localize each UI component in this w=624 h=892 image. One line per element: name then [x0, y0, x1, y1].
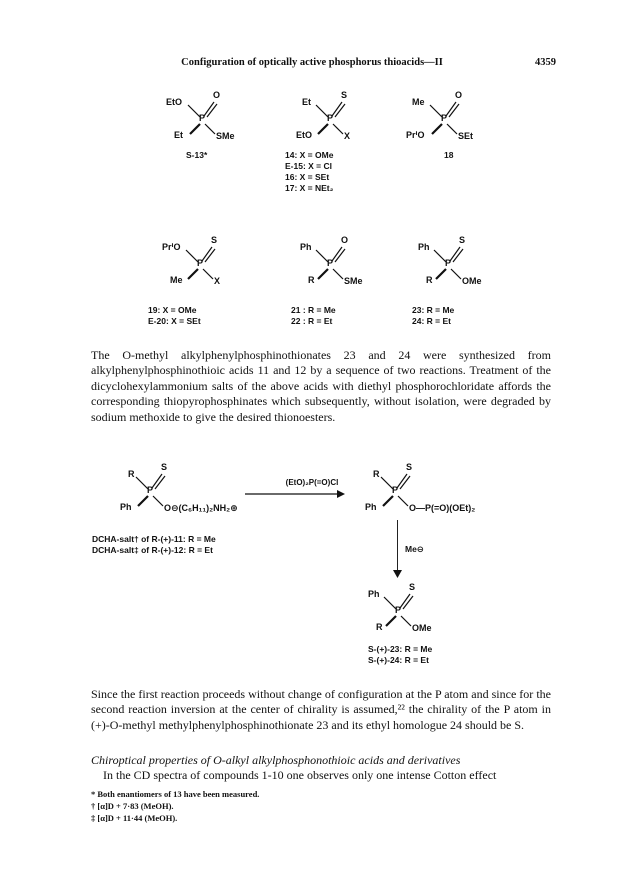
substituent: R — [128, 469, 135, 479]
substituent: Et — [302, 97, 311, 107]
substituent: Ph — [120, 502, 132, 512]
caption-18: 18 — [444, 150, 454, 160]
caption-line: E-15: X = Cl — [285, 161, 333, 171]
salt-line: DCHA-salt† of R-(+)-11: R = Me — [92, 534, 216, 544]
phosphorus-atom: P — [197, 258, 204, 268]
paragraph-synthesis: The O-methyl alkylphenylphosphinothionates 23 and 24 were synthesized from alkylphenylphosphinothioic acids 11 and 12 by a sequence of two reactions. Treatment of the dicyclohexylammonium salts of the above acids with diethyl phosphorochloridate affords the corresponding thiopyrophosphinates which subsequently, without isolation, were degraded by sodium methoxide to give the desired thionoesters. — [91, 348, 551, 424]
substituent: PrⁱO — [406, 130, 425, 140]
substituent: PrⁱO — [162, 242, 181, 252]
paragraph-cd: In the CD spectra of compounds 1-10 one observes only one intense Cotton effect — [103, 768, 497, 782]
section-heading: Chiroptical properties of O-alkyl alkylphosphonothioic acids and derivatives — [91, 753, 461, 767]
caption-line: 17: X = NEt₂ — [285, 183, 334, 193]
substituent: OMe — [462, 276, 482, 286]
phosphorus-atom: P — [392, 485, 399, 495]
structure-21 — [290, 235, 380, 287]
substituent: Ph — [418, 242, 430, 252]
substituent: Ph — [300, 242, 312, 252]
substituent: SMe — [216, 131, 235, 141]
scheme-start-structure — [110, 462, 280, 514]
substituent: O⊖(C₆H₁₁)₂NH₂⊕ — [164, 503, 238, 513]
double-bond-atom: S — [211, 235, 218, 245]
substituent: SEt — [458, 131, 474, 141]
methoxide-reagent: Me⊖ — [405, 544, 424, 554]
double-bond-atom: S — [341, 90, 348, 100]
substituent: OMe — [412, 623, 432, 633]
structure-14 — [290, 90, 380, 142]
caption-line: 24: R = Et — [412, 316, 451, 326]
phosphorus-atom: P — [327, 258, 334, 268]
start-salts — [92, 534, 216, 556]
substituent: Et — [174, 130, 183, 140]
product-line: S-(+)-23: R = Me — [368, 644, 433, 654]
double-bond-atom: O — [455, 90, 463, 100]
caption-line: 16: X = SEt — [285, 172, 330, 182]
scheme-product-structure — [358, 582, 448, 634]
phosphorus-atom: P — [147, 485, 154, 495]
salt-line: DCHA-salt‡ of R-(+)-12: R = Et — [92, 545, 213, 555]
structure-23 — [408, 235, 498, 287]
caption-line: 22 : R = Et — [291, 316, 333, 326]
reagent-label: (EtO)₂P(=O)Cl — [285, 478, 339, 487]
caption-line: 14: X = OMe — [285, 150, 334, 160]
caption-19-20 — [148, 305, 201, 327]
caption-line: 23: R = Me — [412, 305, 455, 315]
page-number: 4359 — [535, 57, 556, 68]
double-bond-atom: S — [161, 462, 168, 472]
substituent: R — [426, 275, 433, 285]
double-bond-atom: S — [409, 582, 416, 592]
caption-14-17 — [285, 150, 333, 194]
caption-21-22 — [291, 305, 336, 327]
phosphorus-atom: P — [327, 113, 334, 123]
double-bond-atom: O — [213, 90, 221, 100]
caption-line: 19: X = OMe — [148, 305, 197, 315]
paragraph-chirality: Since the first reaction proceeds without change of configuration at the P atom and since for the second reaction inversion at the center of chirality is assumed,²² the chirality of the P atom in (+)-O-methyl methylphenylphosphinothionate 23 and its ethyl homologue 24 should be S. — [91, 687, 551, 732]
substituent: Me — [412, 97, 425, 107]
footnote: † [α]D + 7·83 (MeOH). — [91, 801, 174, 811]
substituent: X — [214, 276, 221, 286]
reaction-arrow — [245, 490, 345, 498]
phosphorus-atom: P — [395, 605, 402, 615]
substituent: R — [373, 469, 380, 479]
scheme-mid-structure — [355, 462, 525, 514]
running-header-title: Configuration of optically active phosphorus thioacids—II — [181, 57, 443, 68]
double-bond-atom: S — [459, 235, 466, 245]
structure-19 — [160, 235, 250, 287]
substituent: Ph — [365, 502, 377, 512]
substituent: X — [344, 131, 351, 141]
caption-line: E-20: X = SEt — [148, 316, 201, 326]
caption-13: S-13* — [186, 150, 208, 160]
product-line: S-(+)-24: R = Et — [368, 655, 429, 665]
vertical-arrow-head — [393, 570, 402, 578]
caption-23-24 — [412, 305, 454, 327]
substituent: Ph — [368, 589, 380, 599]
vertical-reaction-arrow — [397, 520, 398, 572]
caption-line: 21 : R = Me — [291, 305, 336, 315]
phosphorus-atom: P — [199, 113, 206, 123]
substituent: EtO — [166, 97, 183, 107]
substituent: SMe — [344, 276, 363, 286]
double-bond-atom: S — [406, 462, 413, 472]
structure-13 — [162, 90, 252, 142]
structure-18 — [404, 90, 494, 142]
product-labels — [368, 644, 432, 666]
phosphorus-atom: P — [441, 113, 448, 123]
substituent: Me — [170, 275, 183, 285]
substituent: R — [376, 622, 383, 632]
substituent: O—P(=O)(OEt)₂ — [409, 503, 476, 513]
footnote: * Both enantiomers of 13 have been measured. — [91, 789, 260, 799]
footnote: ‡ [α]D + 11·44 (MeOH). — [91, 813, 178, 823]
substituent: R — [308, 275, 315, 285]
phosphorus-atom: P — [445, 258, 452, 268]
double-bond-atom: O — [341, 235, 349, 245]
substituent: EtO — [296, 130, 313, 140]
footnotes — [91, 788, 259, 824]
